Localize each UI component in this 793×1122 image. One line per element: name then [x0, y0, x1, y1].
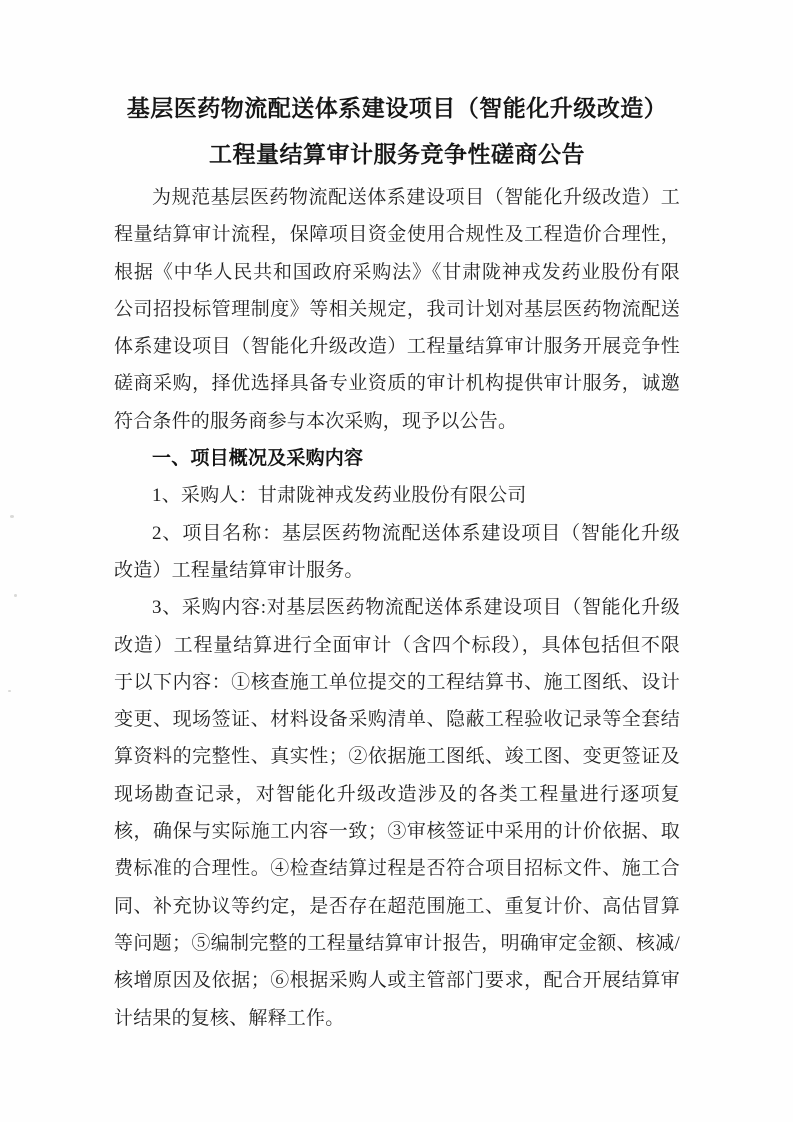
- item-purchaser: 1、采购人：甘肃陇神戎发药业股份有限公司: [152, 485, 527, 507]
- document-body: [114, 179, 680, 1037]
- scan-speck: [10, 515, 14, 518]
- item-project-name: 2、项目名称：基层医药物流配送体系建设项目（智能化升级改造）工程量结算审计服务。: [114, 522, 680, 581]
- section-heading-project-overview: 一、项目概况及采购内容: [152, 448, 364, 470]
- intro-paragraph: 为规范基层医药物流配送体系建设项目（智能化升级改造）工程量结算审计流程，保障项目资金使用合规性及工程造价合理性，根据《中华人民共和国政府采购法》《甘肃陇神戎发药业股份有限公司招投标管理制度》等相关规定，我司计划对基层医药物流配送体系建设项目（智能化升级改造）工程量结算审计服务开展竞争性磋商采购，择优选择具备专业资质的审计机构提供审计服务，诚邀符合条件的服务商参与本次采购，现予以公告。: [114, 187, 680, 432]
- document-title-line-2: 工程量结算审计服务竞争性磋商公告: [209, 142, 585, 167]
- scan-speck: [14, 594, 17, 597]
- document-title-line-1: 基层医药物流配送体系建设项目（智能化升级改造）: [126, 96, 668, 121]
- document-title: [114, 86, 680, 178]
- scan-speck: [8, 690, 11, 692]
- item-procurement-content: 3、采购内容:对基层医药物流配送体系建设项目（智能化升级改造）工程量结算进行全面审计（含四个标段），具体包括但不限于以下内容：①核查施工单位提交的工程结算书、施工图纸、设计变更、现场签证、材料设备采购清单、隐蔽工程验收记录等全套结算资料的完整性、真实性；②依据施工图纸、竣工图、变更签证及现场勘查记录，对智能化升级改造涉及的各类工程量进行逐项复核，确保与实际施工内容一致；③审核签证中采用的计价依据、取费标准的合理性。④检查结算过程是否符合项目招标文件、施工合同、补充协议等约定，是否存在超范围施工、重复计价、高估冒算等问题；⑤编制完整的工程量结算审计报告，明确审定金额、核减/核增原因及依据；⑥根据采购人或主管部门要求，配合开展结算审计结果的复核、解释工作。: [114, 597, 680, 1029]
